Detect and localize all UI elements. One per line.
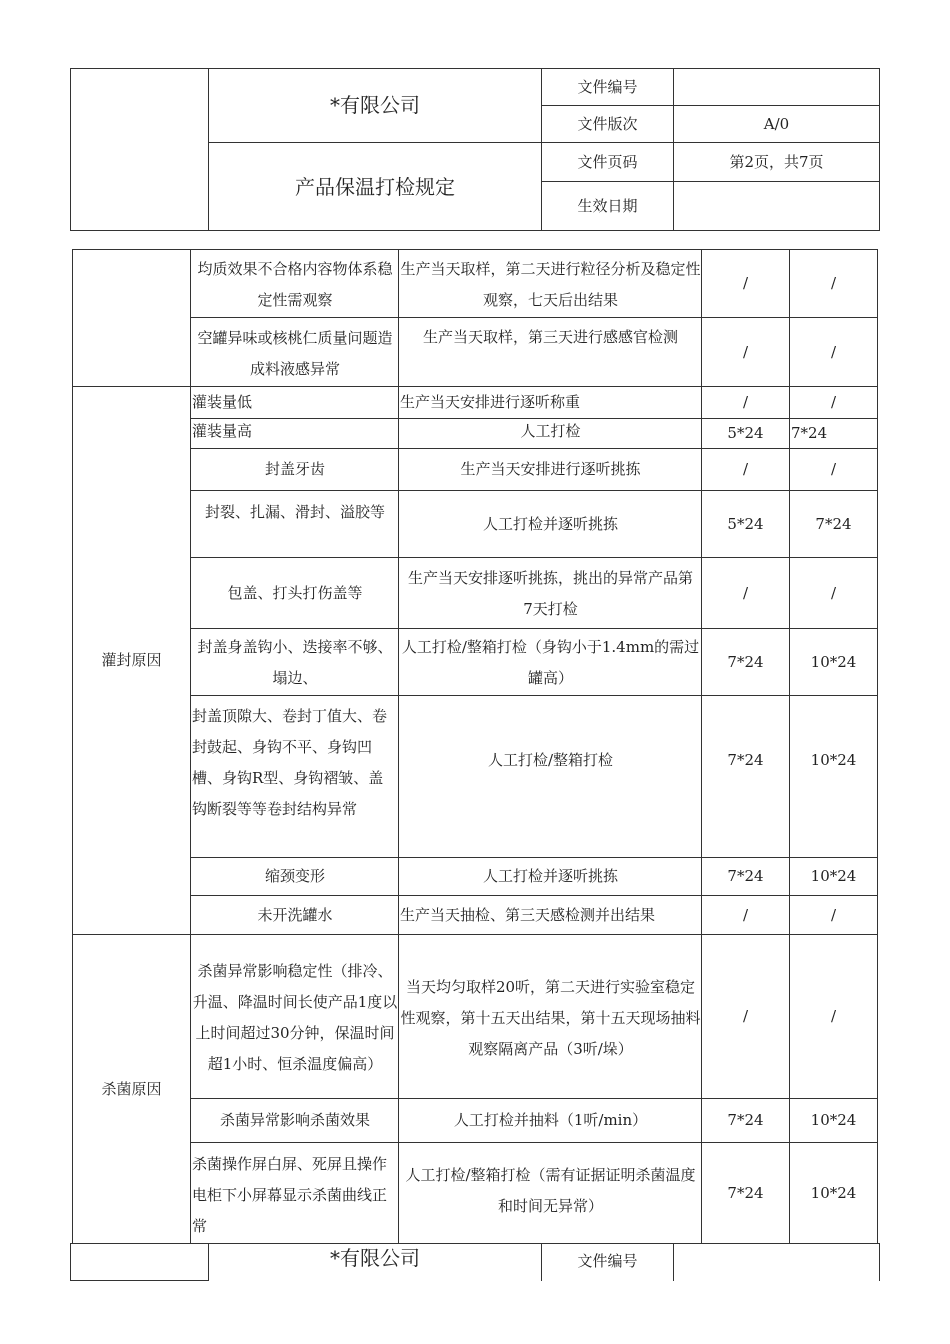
- value-a-cell: 7*24: [727, 1183, 764, 1202]
- value-effective-date: [674, 182, 879, 231]
- label-effective-date: 生效日期: [577, 197, 638, 215]
- value-a-cell: /: [742, 905, 749, 924]
- value-b-cell: /: [830, 460, 837, 478]
- value-a-cell: 5*24: [727, 514, 764, 533]
- footer-value-doc-number: [674, 1244, 879, 1278]
- label-doc-page: 文件页码: [577, 152, 638, 171]
- issue-cell: 封盖牙齿: [264, 460, 325, 478]
- value-a-cell: 7*24: [727, 652, 764, 671]
- footer-label-doc-number: 文件编号: [577, 1251, 638, 1270]
- method-cell: 生产当天安排进行逐听称重: [400, 393, 581, 411]
- issue-cell: 杀菌操作屏白屏、死屏且操作电柜下小屏幕显示杀菌曲线正常: [192, 1154, 388, 1235]
- value-b-cell: /: [830, 905, 837, 924]
- method-cell: 生产当天安排逐听挑拣，挑出的异常产品第7天打检: [407, 569, 693, 618]
- value-b-cell: /: [830, 393, 837, 411]
- company-name: *有限公司: [330, 93, 420, 117]
- value-a-cell: /: [742, 583, 749, 602]
- value-a-cell: 7*24: [727, 751, 764, 769]
- issue-cell: 封盖身盖钩小、迭接率不够、塌边、: [197, 638, 393, 687]
- value-b-cell: 10*24: [810, 1111, 857, 1129]
- footer-company-name: *有限公司: [330, 1245, 420, 1270]
- issue-cell: 杀菌异常影响杀菌效果: [219, 1111, 370, 1129]
- method-cell: 生产当天抽检、第三天感检测并出结果: [400, 905, 656, 924]
- group-label-sealing: 灌封原因: [101, 651, 162, 669]
- method-cell: 人工打检/整箱打检（需有证据证明杀菌温度和时间无异常）: [405, 1166, 696, 1215]
- value-a-cell: 7*24: [727, 867, 764, 885]
- value-doc-version: A/0: [763, 114, 790, 133]
- group-label-sterilization: 杀菌原因: [101, 1080, 162, 1098]
- value-b-cell: /: [830, 583, 837, 602]
- issue-cell: 封盖顶隙大、卷封丁值大、卷封鼓起、身钩不平、身钩凹槽、身钩R型、身钩褶皱、盖钩断裂等等卷封结构异常: [192, 707, 388, 818]
- value-a-cell: 7*24: [727, 1111, 764, 1129]
- document-title: 产品保温打检规定: [295, 174, 455, 199]
- label-doc-number: 文件编号: [577, 77, 638, 96]
- method-cell: 生产当天取样，第二天进行粒径分析及稳定性观察，七天后出结果: [400, 260, 701, 309]
- value-b-cell: /: [830, 342, 837, 361]
- value-b-cell: /: [830, 274, 837, 292]
- method-cell: 生产当天取样，第三天进行感感官检测: [422, 328, 678, 346]
- method-cell: 当天均匀取样20听，第二天进行实验室稳定性观察，第十五天出结果，第十五天现场抽料观察隔离产品（3听/垛）: [400, 977, 701, 1058]
- method-cell: 人工打检/整箱打检（身钩小于1.4mm的需过罐高）: [401, 638, 700, 687]
- issue-cell: 缩颈变形: [264, 867, 325, 885]
- issue-cell: 空罐异味或核桃仁质量问题造成料液感异常: [197, 329, 393, 378]
- value-b-cell: 7*24: [791, 424, 828, 442]
- value-a-cell: /: [742, 460, 749, 478]
- method-cell: 人工打检并逐听挑拣: [482, 867, 618, 885]
- issue-cell: 均质效果不合格内容物体系稳定性需观察: [197, 260, 393, 309]
- label-doc-version: 文件版次: [577, 114, 638, 133]
- issue-cell: 未开洗罐水: [257, 905, 333, 924]
- value-b-cell: 7*24: [815, 514, 852, 533]
- method-cell: 生产当天安排进行逐听挑拣: [460, 460, 641, 478]
- issue-cell: 灌装量高: [192, 421, 253, 440]
- value-b-cell: 10*24: [810, 652, 857, 671]
- value-doc-page: 第2页，共7页: [729, 152, 824, 171]
- issue-cell: 包盖、打头打伤盖等: [227, 583, 363, 602]
- issue-cell: 封裂、扎漏、滑封、溢胶等: [204, 503, 385, 521]
- issue-cell: 杀菌异常影响稳定性（排冷、升温、降温时间长使产品1度以上时间超过30分钟，保温时间超1小时、恒杀温度偏高）: [192, 962, 398, 1073]
- value-doc-number: [674, 69, 879, 105]
- value-a-cell: 5*24: [727, 424, 764, 442]
- method-cell: 人工打检/整箱打检: [487, 751, 614, 769]
- value-a-cell: /: [742, 393, 749, 411]
- method-cell: 人工打检并逐听挑拣: [482, 514, 618, 533]
- value-b-cell: 10*24: [810, 1183, 857, 1202]
- value-a-cell: /: [742, 1007, 749, 1025]
- value-a-cell: /: [742, 342, 749, 361]
- method-cell: 人工打检: [520, 421, 581, 440]
- value-b-cell: 10*24: [810, 751, 857, 769]
- value-a-cell: /: [742, 274, 749, 292]
- issue-cell: 灌装量低: [192, 393, 253, 411]
- value-b-cell: /: [830, 1007, 837, 1025]
- method-cell: 人工打检并抽料（1听/min）: [453, 1111, 648, 1129]
- value-b-cell: 10*24: [810, 867, 857, 885]
